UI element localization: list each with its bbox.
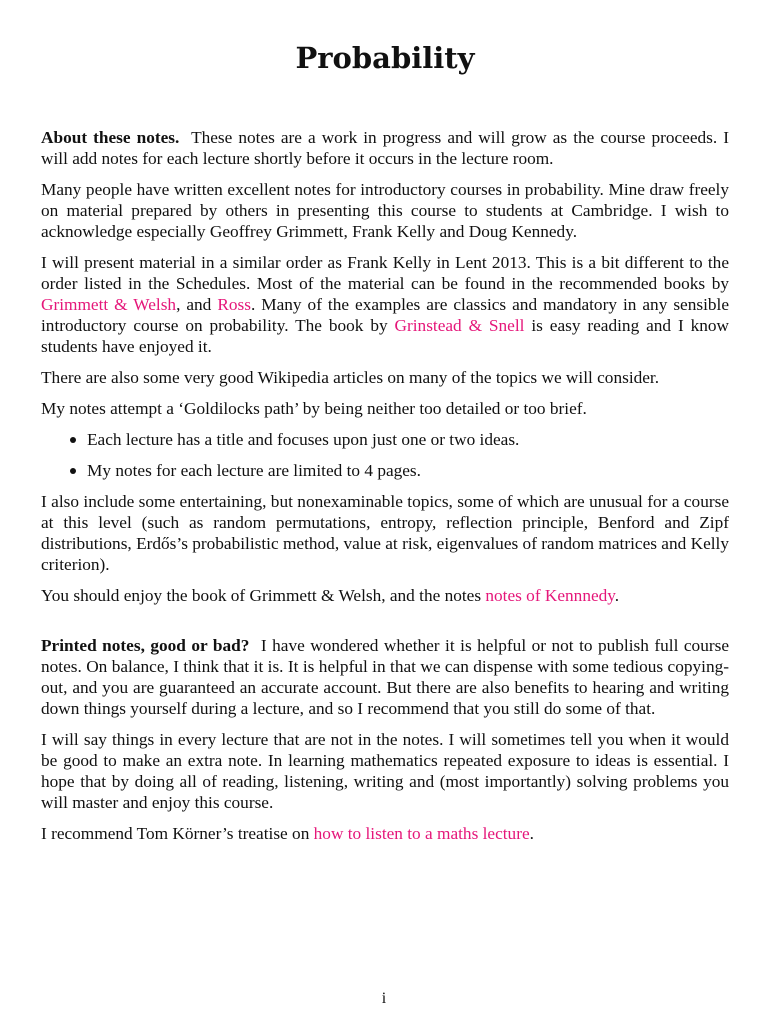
printed-paragraph-3: I recommend Tom Körner’s treatise on how to listen to a maths lecture.	[41, 824, 534, 843]
about-paragraph-2: Many people have written excellent notes for introductory courses in probability. Mine draw freely on material prepared by others in presenting this course to students at Cambridge. I wish to acknowledge especially Geoffrey Grimmett, Frank Kelly and Doug Kennedy.	[41, 180, 729, 241]
about-paragraph-4: There are also some very good Wikipedia articles on many of the topics we will consider.	[41, 368, 660, 387]
about-paragraph-6: I also include some entertaining, but nonexaminable topics, some of which are unusual for a course at this level (such as random permutations, entropy, reflection principle, Benford and Zipf distributions, Erdős’s probabilistic method, value at risk, eigenvalues of random matrices and Kelly criterion).	[41, 492, 729, 574]
list-item: Each lecture has a title and focuses upon just one or two ideas.	[67, 429, 729, 450]
printed-paragraph-2: I will say things in every lecture that are not in the notes. I will sometimes tell you when it would be good to make an extra note. In learning mathematics repeated exposure to ideas is essential. I hope that by doing all of reading, listening, writing and (most importantly) solving problems you will master and enjoy this course.	[41, 730, 729, 812]
maths-lecture-link[interactable]: how to listen to a maths lecture	[313, 824, 530, 843]
kennedy-notes-link[interactable]: notes of Kennnedy	[485, 586, 615, 605]
page-number: i	[381, 990, 387, 1007]
printed-paragraph-1: Printed notes, good or bad? I have wondered whether it is helpful or not to publish full course notes. On balance, I think that it is. It is helpful in that we can dispense with some tedious copying-out, and you are guaranteed an accurate account. But there are also benefits to hearing and writing down things yourself during a lecture, and so I recommend that you still do some of that.	[41, 636, 729, 718]
bullet-list	[41, 429, 729, 481]
grinstead-snell-link[interactable]: Grinstead & Snell	[394, 316, 525, 335]
about-paragraph-5: My notes attempt a ‘Goldilocks path’ by being neither too detailed or too brief.	[41, 399, 587, 418]
ross-link[interactable]: Ross	[217, 295, 251, 314]
document-body	[41, 127, 729, 854]
about-paragraph-3: I will present material in a similar order as Frank Kelly in Lent 2013. This is a bit different to the order listed in the Schedules. Most of the material can be found in the recommended books by Grimmett & Welsh, and Ross. Many of the examples are classics and mandatory in any sensible introductory course on probability. The book by Grinstead & Snell is easy reading and I know students have enjoyed it.	[41, 253, 729, 356]
printed-heading: Printed notes, good or bad?	[41, 636, 250, 655]
grimmett-welsh-link[interactable]: Grimmett & Welsh	[41, 295, 177, 314]
list-item: My notes for each lecture are limited to 4 pages.	[67, 460, 729, 481]
page-title: Probability	[295, 41, 475, 75]
about-paragraph-7: You should enjoy the book of Grimmett & Welsh, and the notes notes of Kennnedy.	[41, 586, 620, 605]
about-paragraph-1: About these notes. These notes are a work in progress and will grow as the course proceeds. I will add notes for each lecture shortly before it occurs in the lecture room.	[41, 128, 729, 168]
about-heading: About these notes.	[41, 128, 180, 147]
